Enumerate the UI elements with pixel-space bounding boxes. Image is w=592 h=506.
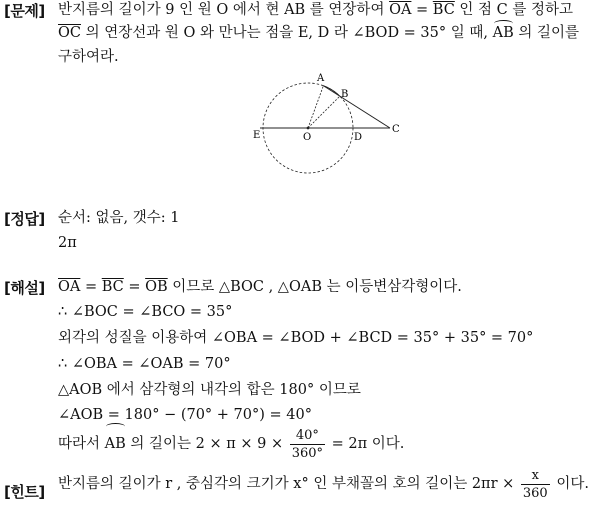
label-d: D (354, 132, 363, 143)
label-e: E (253, 130, 261, 141)
problem-text: 의 연장선과 원 O 와 만나는 점을 E, D 라 ∠BOD = 35° 일 때, (80, 25, 493, 41)
problem-line-1 (58, 0, 573, 20)
explanation-text: 따라서 (58, 436, 105, 452)
answer-label: [정답] (4, 210, 45, 228)
arc-ab: AB (105, 426, 126, 462)
label-o: O (303, 132, 312, 143)
explanation-text: = 2π 이다. (327, 436, 405, 452)
line-ac (323, 86, 390, 128)
equals-sign: = (411, 2, 433, 18)
arc-ab: AB (492, 25, 514, 41)
answer-line-2: 2π (58, 235, 77, 251)
explanation-line-4: ∴ ∠OBA = ∠OAB = 70° (58, 356, 231, 372)
problem-text: 인 점 C 를 정하고 (454, 2, 574, 18)
fraction-denominator: 360° (291, 445, 324, 461)
fraction (521, 467, 550, 502)
fraction-numerator: 40° (290, 427, 325, 445)
hint-text: 반지름의 길이가 r , 중심각의 크기가 x° 인 부채꼴의 호의 길이는 2πr × (58, 476, 519, 492)
segment-oc: $\overline{OC}$ (58, 25, 81, 41)
fraction-denominator: 360 (522, 485, 548, 501)
problem-text: 의 길이를 (513, 25, 579, 41)
segment-ob: $\overline{OB}$ (145, 279, 168, 295)
explanation-line-7 (58, 426, 404, 462)
label-a: A (317, 73, 325, 84)
problem-text: 반지름의 길이가 9 인 원 O 에서 현 AB 를 연장하여 (58, 2, 390, 18)
label-b: B (341, 89, 349, 100)
fraction-numerator: x (521, 467, 550, 485)
answer-line-1: 순서: 없음, 갯수: 1 (58, 210, 180, 226)
problem-label: [문제] (4, 2, 45, 20)
explanation-text: 이므로 △BOC , △OAB 는 이등변삼각형이다. (167, 279, 462, 295)
segment-oa: $\overline{OA}$ (389, 2, 412, 18)
explanation-line-2: ∴ ∠BOC = ∠BCO = 35° (58, 304, 233, 320)
label-c: C (392, 124, 400, 135)
problem-line-2 (58, 23, 579, 43)
explanation-line-5: △AOB 에서 삼각형의 내각의 합은 180° 이므로 (58, 382, 361, 398)
equals-sign: = (80, 279, 102, 295)
hint-text: 이다. (551, 476, 589, 492)
explanation-line-1 (58, 277, 462, 297)
hint-line (58, 466, 589, 502)
line-ob (308, 96, 340, 128)
explanation-text: 의 길이는 2 × π × 9 × (125, 436, 288, 452)
line-oa (308, 86, 323, 128)
fraction (290, 427, 325, 462)
problem-line-3: 구하여라. (58, 49, 119, 65)
equals-sign: = (123, 279, 146, 295)
segment-bc: $\overline{BC}$ (432, 2, 455, 18)
point-o (307, 127, 310, 130)
geometry-figure (240, 70, 410, 180)
explanation-line-3: 외각의 성질을 이용하여 ∠OBA = ∠BOD + ∠BCD = 35° + 35° = 70° (58, 330, 534, 346)
segment-bc: $\overline{BC}$ (101, 279, 124, 295)
explanation-line-6: ∠AOB = 180° − (70° + 70°) = 40° (58, 407, 312, 423)
hint-label: [힌트] (4, 483, 45, 501)
segment-oa: $\overline{OA}$ (58, 279, 81, 295)
explanation-label: [해설] (4, 279, 45, 297)
